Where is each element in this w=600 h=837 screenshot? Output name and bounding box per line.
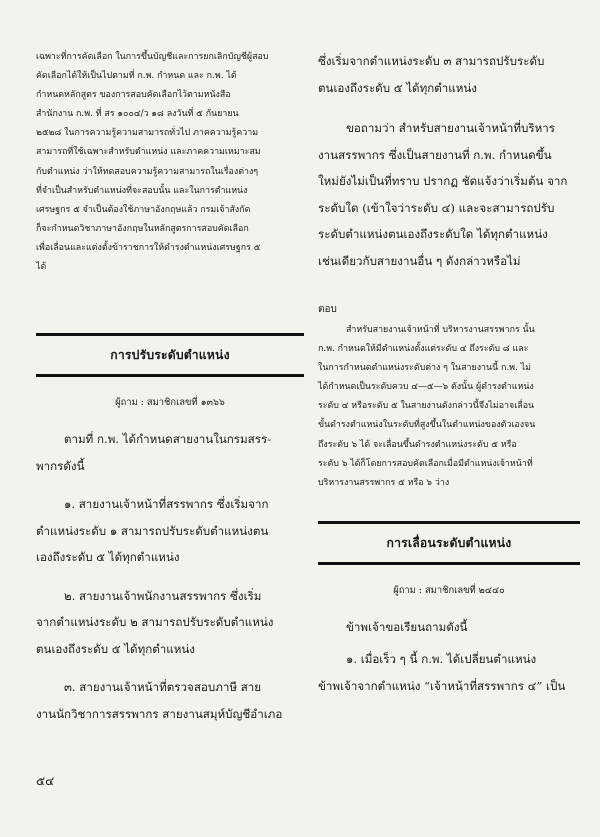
text-line: ก็จะกำหนดวิชาภาษาอังกฤษในหลักสูตรการสอบคัดเลือก: [36, 223, 249, 234]
text-line: ตามที่ ก.พ. ได้กำหนดสายงานในกรมสรร-: [64, 432, 272, 447]
question-item-2: [36, 583, 304, 663]
question-intro: ข้าพเจ้าขอเรียนถามดังนี้: [346, 619, 468, 634]
section-title-adjust-level: การปรับระดับตำแหน่ง: [110, 348, 230, 363]
text-line: ระดับ ๖ ได้ก็โดยการสอบคัดเลือกเมื่อมีตำแหน่งเจ้าหน้าที่: [318, 458, 533, 469]
text-line: ใหม่ยังไม่เป็นที่ทราบ ปรากฏ ชัดแจ้งว่าเริ่มต้น จาก: [318, 174, 568, 188]
question-item-1: [318, 646, 580, 699]
text-line: เองถึงระดับ ๕ ได้ทุกตำแหน่ง: [36, 550, 180, 565]
text-line: ระดับ ๔ หรือระดับ ๕ ในสายงานดังกล่าวนี้จึงไม่อาจเลื่อน: [318, 401, 535, 412]
text-line: ขอถามว่า สำหรับสายงานเจ้าหน้าที่บริหาร: [346, 121, 556, 135]
spacer: [36, 571, 304, 583]
text-line: กับตำแหน่ง ว่าให้ทดสอบความรู้ความสามารถในเรื่องต่างๆ: [36, 166, 259, 177]
spacer: [36, 479, 304, 491]
text-line: ๑. เมื่อเร็ว ๆ นี้ ก.พ. ได้เปลี่ยนตำแหน่ง: [346, 652, 537, 667]
question-intro: [36, 426, 304, 479]
text-line: พากรดังนี้: [36, 458, 85, 473]
text-line: สามารถที่ใช้เฉพาะสำหรับตำแหน่ง และภาคความเหมาะสม: [36, 147, 261, 158]
text-line: ตำแหน่งระดับ ๑ สามารถปรับระดับตำแหน่งตน: [36, 523, 269, 538]
right-column: [318, 48, 580, 699]
text-line: ขั้นดำรงตำแหน่งในระดับที่สูงขึ้นในตำแหน่งของตัวเองจน: [318, 420, 536, 431]
text-line: งานสรรพากร ซึ่งเป็นสายงานที่ ก.พ. กำหนดขึ้น: [318, 147, 552, 162]
text-line: กำหนดหลักสูตร ของการสอบคัดเลือกไว้ตามหนังสือ: [36, 90, 231, 101]
text-line: บริหารงานสรรพากร ๕ หรือ ๖ ว่าง: [318, 477, 450, 488]
page-number: ๕๔: [36, 774, 55, 788]
text-line: จากตำแหน่งระดับ ๒ สามารถปรับระดับตำแหน่ง: [36, 615, 274, 630]
spacer: [318, 101, 580, 115]
text-line: สำหรับสายงานเจ้าหน้าที่ บริหารงานสรรพากร นั้น: [346, 325, 535, 335]
spacer: [36, 662, 304, 674]
question-paragraph: [318, 115, 580, 274]
text-line: ในการกำหนดตำแหน่งระดับต่าง ๆ ในสายงานนี้ ก.พ. ไม่: [318, 363, 531, 374]
text-line: ที่จำเป็นสำหรับตำแหน่งที่จะสอบนั้น และในการตำแหน่ง: [36, 185, 248, 196]
text-line: ๓. สายงานเจ้าหน้าที่ตรวจสอบภาษี สาย: [64, 680, 262, 695]
text-line: ได้: [36, 262, 47, 273]
answer-paragraph: [318, 321, 580, 493]
section-rule-bottom: [36, 374, 304, 377]
question-item-3: [36, 674, 304, 727]
spacer: [318, 274, 580, 292]
text-line: ๒๕๒๘ ในการความรู้ความสามารถทั่วไป ภาคความรู้ความ: [36, 128, 259, 139]
text-line: เช่นเดียวกับสายงานอื่น ๆ ดังกล่าวหรือไม่: [318, 253, 521, 268]
left-intro-paragraph: [36, 48, 304, 277]
answer-label: ตอบ: [318, 304, 337, 315]
text-line: ๒. สายงานเจ้าพนักงานสรรพากร ซึ่งเริ่ม: [64, 588, 262, 603]
text-line: ถึงระดับ ๖ ได้ จะเลื่อนขึ้นดำรงตำแหน่งระดับ ๕ หรือ: [318, 439, 517, 450]
section-rule-bottom: [318, 562, 580, 565]
asker-label: ผู้ถาม : สมาชิกเลขที่ ๑๓๖๖: [115, 397, 225, 409]
text-line: งานนักวิชาการสรรพากร สายงานสมุห์บัญชีอำเภอ: [36, 706, 283, 721]
text-line: เฉพาะที่การคัดเลือก ในการขึ้นบัญชีและการยกเลิกบัญชีผู้สอบ: [36, 52, 269, 62]
text-line: ตนเองถึงระดับ ๕ ได้ทุกตำแหน่ง: [318, 80, 477, 95]
text-line: ระดับใด (เข้าใจว่าระดับ ๔) และจะสามารถปรับ: [318, 200, 555, 215]
text-line: ข้าพเจ้าจากตำแหน่ง “เจ้าหน้าที่สรรพากร ๔” เป็น: [318, 678, 566, 693]
text-line: คัดเลือกได้ให้เป็นไปตามที่ ก.พ. กำหนด และ ก.พ. ได้: [36, 71, 237, 82]
question-item-1: [36, 491, 304, 571]
spacer: [318, 493, 580, 521]
text-line: ซึ่งเริ่มจากตำแหน่งระดับ ๓ สามารถปรับระดับ: [318, 54, 545, 68]
text-line: เพื่อเลื่อนและแต่งตั้งข้าราชการให้ดำรงตำแหน่งเศรษฐกร ๕: [36, 242, 261, 253]
text-line: สำนักงาน ก.พ. ที่ สร ๑๐๐๔/ว ๑๘ ลงวันที่ ๕ กันยายน: [36, 109, 239, 120]
right-continuation: [318, 48, 580, 101]
text-line: ๑. สายงานเจ้าหน้าที่สรรพากร ซึ่งเริ่มจาก: [64, 497, 269, 512]
text-line: ตนเองถึงระดับ ๕ ได้ทุกตำแหน่ง: [36, 641, 195, 656]
asker-label: ผู้ถาม : สมาชิกเลขที่ ๒๔๔๐: [393, 584, 505, 596]
text-line: เศรษฐกร ๕ จำเป็นต้องใช้ภาษาอังกฤษแล้ว กรมเจ้าสังกัด: [36, 204, 251, 215]
text-line: ระดับตำแหน่งตนเองถึงระดับใด ได้ทุกตำแหน่ง: [318, 227, 548, 241]
left-column: [36, 48, 304, 727]
text-line: ก.พ. กำหนดให้มีตำแหน่งตั้งแต่ระดับ ๔ ถึงระดับ ๘ และ: [318, 344, 529, 355]
section-title-promotion: การเลื่อนระดับตำแหน่ง: [386, 535, 512, 550]
text-line: ได้กำหนดเป็นระดับควบ ๔—๕—๖ ดังนั้น ผู้ดำรงตำแหน่ง: [318, 382, 534, 393]
spacer: [36, 277, 304, 333]
